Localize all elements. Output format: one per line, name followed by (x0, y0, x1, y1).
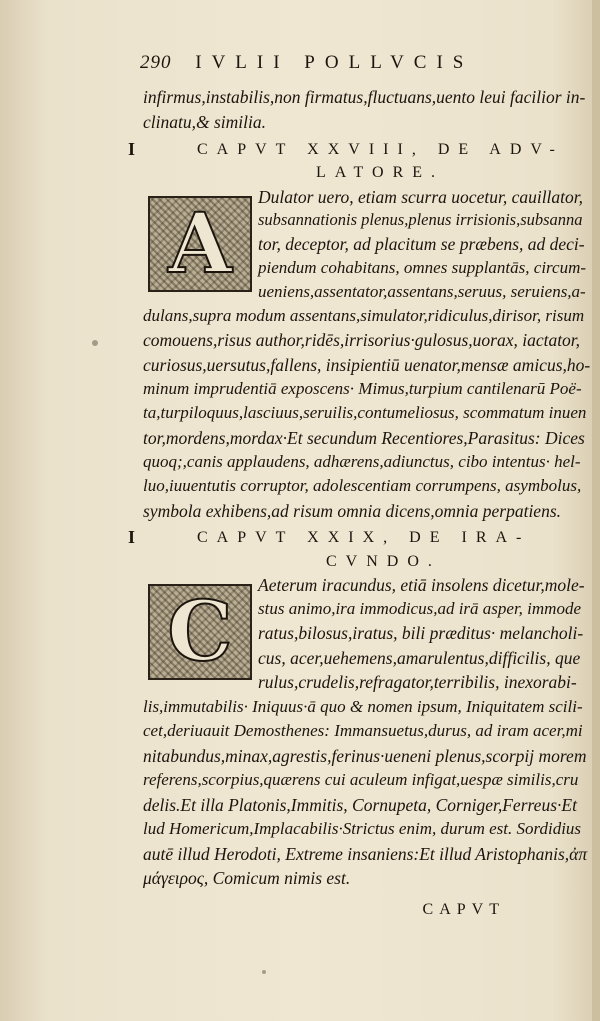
chapter-heading: CAPVT XXIX, DE IRA- (197, 529, 531, 546)
text-line: lud Homericum,Implacabilis·Strictus enim, durum est. Sordidius (143, 819, 582, 838)
text-line: Dulator uero, etiam scurra uocetur, cauillator, (258, 187, 584, 207)
page-number: 290 (140, 52, 172, 73)
margin-mark: I (128, 527, 136, 547)
text-line: dulans,supra modum assentans,simulator,ridiculus,dirisor, risum (143, 306, 585, 325)
text-line: tor, deceptor, ad placitum se præbens, ad deci- (258, 234, 585, 254)
text-line: μάγειρος, Comicum nimis est. (143, 868, 351, 888)
text-line: piendum cohabitans, omnes supplantās, circum- (258, 258, 587, 277)
text-line: ueniens,assentator,assentans,seruus, seruiens,a- (258, 282, 586, 301)
chapter-heading: CVNDO. (326, 553, 441, 570)
text-line: lis,immutabilis· Iniquus·ā quo & nomen ipsum, Iniquitatem scili- (143, 697, 583, 716)
chapter-heading: CAPVT XXVIII, DE ADV- (197, 141, 564, 158)
catchword: CAPVT (422, 901, 505, 918)
text-line: minum imprudentiā exposcens· Mimus,turpium cantilenarū Poë- (143, 379, 582, 398)
decorated-initial (148, 584, 252, 680)
page-gutter (592, 0, 600, 1021)
chapter-heading: LATORE. (316, 164, 445, 181)
initial-letter: C (167, 584, 233, 680)
text-line: clinatu,& similia. (143, 112, 266, 132)
text-line: delis.Et illa Platonis,Immitis, Cornupeta, Corniger,Ferreus·Et (143, 795, 577, 815)
text-line: rulus,crudelis,refragator,terribilis, inexorabi- (258, 672, 577, 692)
text-line: comouens,risus author,ridēs,irrisorius·gulosus,uorax, iactator, (143, 330, 581, 350)
running-head: IVLII POLLVCIS (195, 52, 474, 73)
text-line: curiosus,uersutus,fallens, insipientiū uenator,mensæ amicus,ho- (143, 355, 591, 375)
margin-mark: I (128, 139, 136, 159)
text-line: cet,deriuauit Demosthenes: Immansuetus,durus, ad iram acer,mi (143, 721, 583, 740)
text-line: autē illud Herodoti, Extreme insaniens:Et illud Aristophanis,ἀπ (143, 844, 588, 864)
text-line: infirmus,instabilis,non firmatus,fluctuans,uento leui facilior in- (143, 87, 586, 107)
text-line: stus animo,ira immodicus,ad irā asper, immode (258, 599, 582, 618)
ink-spot (92, 340, 98, 346)
text-line: luo,iuuentutis corruptor, adolescentiam corrumpens, asymbolus, (143, 476, 582, 495)
initial-letter: A (168, 196, 232, 292)
text-line: quoq;,canis applaudens, adhærens,adiunctus, cibo intentus· hel- (143, 452, 581, 471)
text-line: nitabundus,minax,agrestis,ferinus·ueneni plenus,scorpij morem (143, 746, 587, 766)
text-line: ratus,bilosus,iratus, bili præditus· melancholi- (258, 623, 584, 643)
text-line: Aeterum iracundus, etiā insolens dicetur,mole- (258, 575, 585, 595)
ink-spot (262, 970, 266, 974)
decorated-initial (148, 196, 252, 292)
text-line: tor,mordens,mordax·Et secundum Recentiores,Parasitus: Dices (143, 428, 585, 448)
text-line: symbola exhibens,ad risum omnia dicens,omnia perpatiens. (143, 501, 562, 521)
text-line: referens,scorpius,quærens cui aculeum infigat,uespæ similis,cru (143, 770, 579, 789)
text-line: ta,turpiloquus,lasciuus,seruilis,contumeliosus, scommatum inuen (143, 403, 587, 422)
text-line: cus, acer,uehemens,amarulentus,difficilis, que (258, 648, 581, 668)
text-line: subsannationis plenus,plenus irrisionis,subsanna (258, 210, 583, 229)
running-header (140, 52, 473, 74)
